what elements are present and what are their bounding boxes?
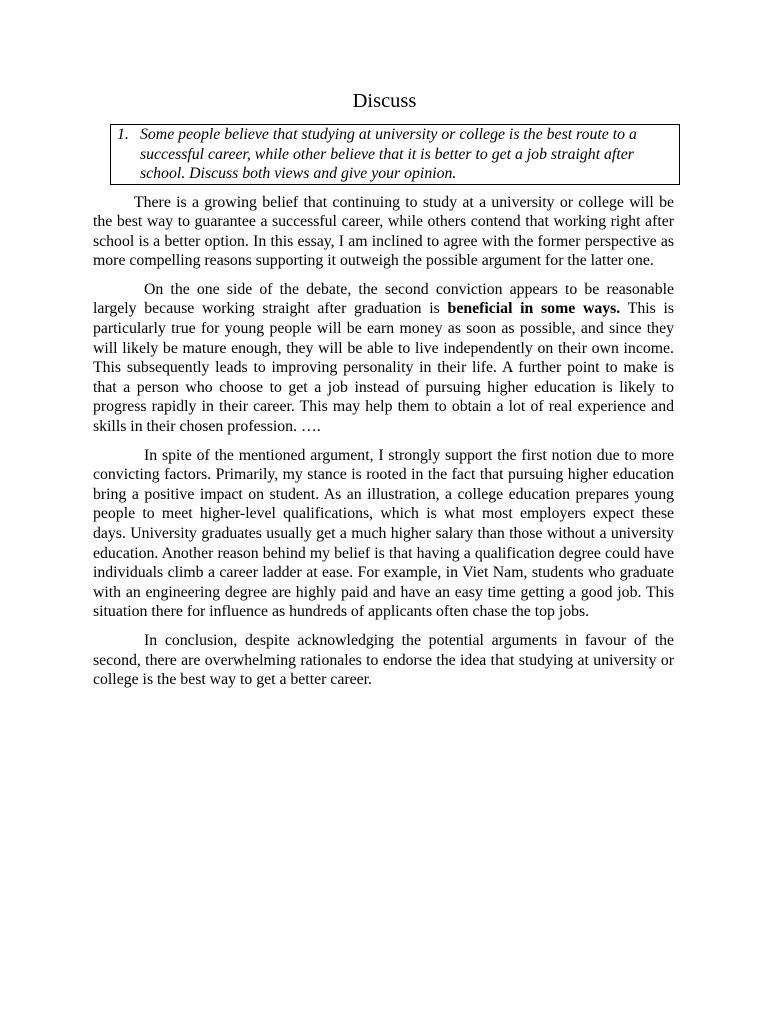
page-title: Discuss	[352, 90, 417, 112]
intro-paragraph: There is a growing belief that continuing to study at a university or college will be the best way to guarantee a successful career, while others contend that working right after school is a better option. In this essay, I am inclined to agree with the former perspective as more compelling reasons supporting it outweigh the possible argument for the latter one.	[93, 193, 674, 270]
body-paragraph-1-end: This is particularly true for young people will be earn money as soon as possible, and since they will likely be mature enough, they will be able to live independently on their own income. This subsequently leads to improving personality in their life. A further point to make is that a person who choose to get a job instead of pursuing higher education is likely to progress rapidly in their career. This may help them to obtain a lot of real experience and skills in their chosen profession. ….	[93, 300, 675, 436]
body-paragraph-1-start: On the one side of the debate, the second conviction appears to be reasonable largely because working straight after graduation is	[93, 280, 674, 318]
body-paragraph-1-bold: beneficial in some ways.	[447, 300, 621, 318]
body-paragraph-2: In spite of the mentioned argument, I strongly support the first notion due to more convicting factors. Primarily, my stance is rooted in the fact that pursuing higher education bring a positive impact on student. As an illustration, a college education prepares young people to meet higher-level qualifications, which is what most employers expect these days. University graduates usually get a much higher salary than those without a university education. Another reason behind my belief is that having a qualification degree could have individuals climb a career ladder at ease. For example, in Viet Nam, students who graduate with an engineering degree are highly paid and have an easy time getting a good job. This situation there for influence as hundreds of applicants often chase the top jobs.	[93, 446, 674, 621]
document-page	[93, 88, 674, 699]
prompt-text: Some people believe that studying at university or college is the best route to a successful career, while other believe that it is better to get a job straight after school. Discuss both views and give your opinion.	[140, 126, 637, 182]
essay-prompt-box	[110, 124, 680, 185]
essay-body	[93, 193, 674, 690]
prompt-number: 1.	[117, 126, 129, 143]
conclusion-paragraph: In conclusion, despite acknowledging the potential arguments in favour of the second, there are overwhelming rationales to endorse the idea that studying at university or college is the best way to get a better career.	[93, 631, 674, 689]
body-paragraph-1	[93, 280, 674, 437]
